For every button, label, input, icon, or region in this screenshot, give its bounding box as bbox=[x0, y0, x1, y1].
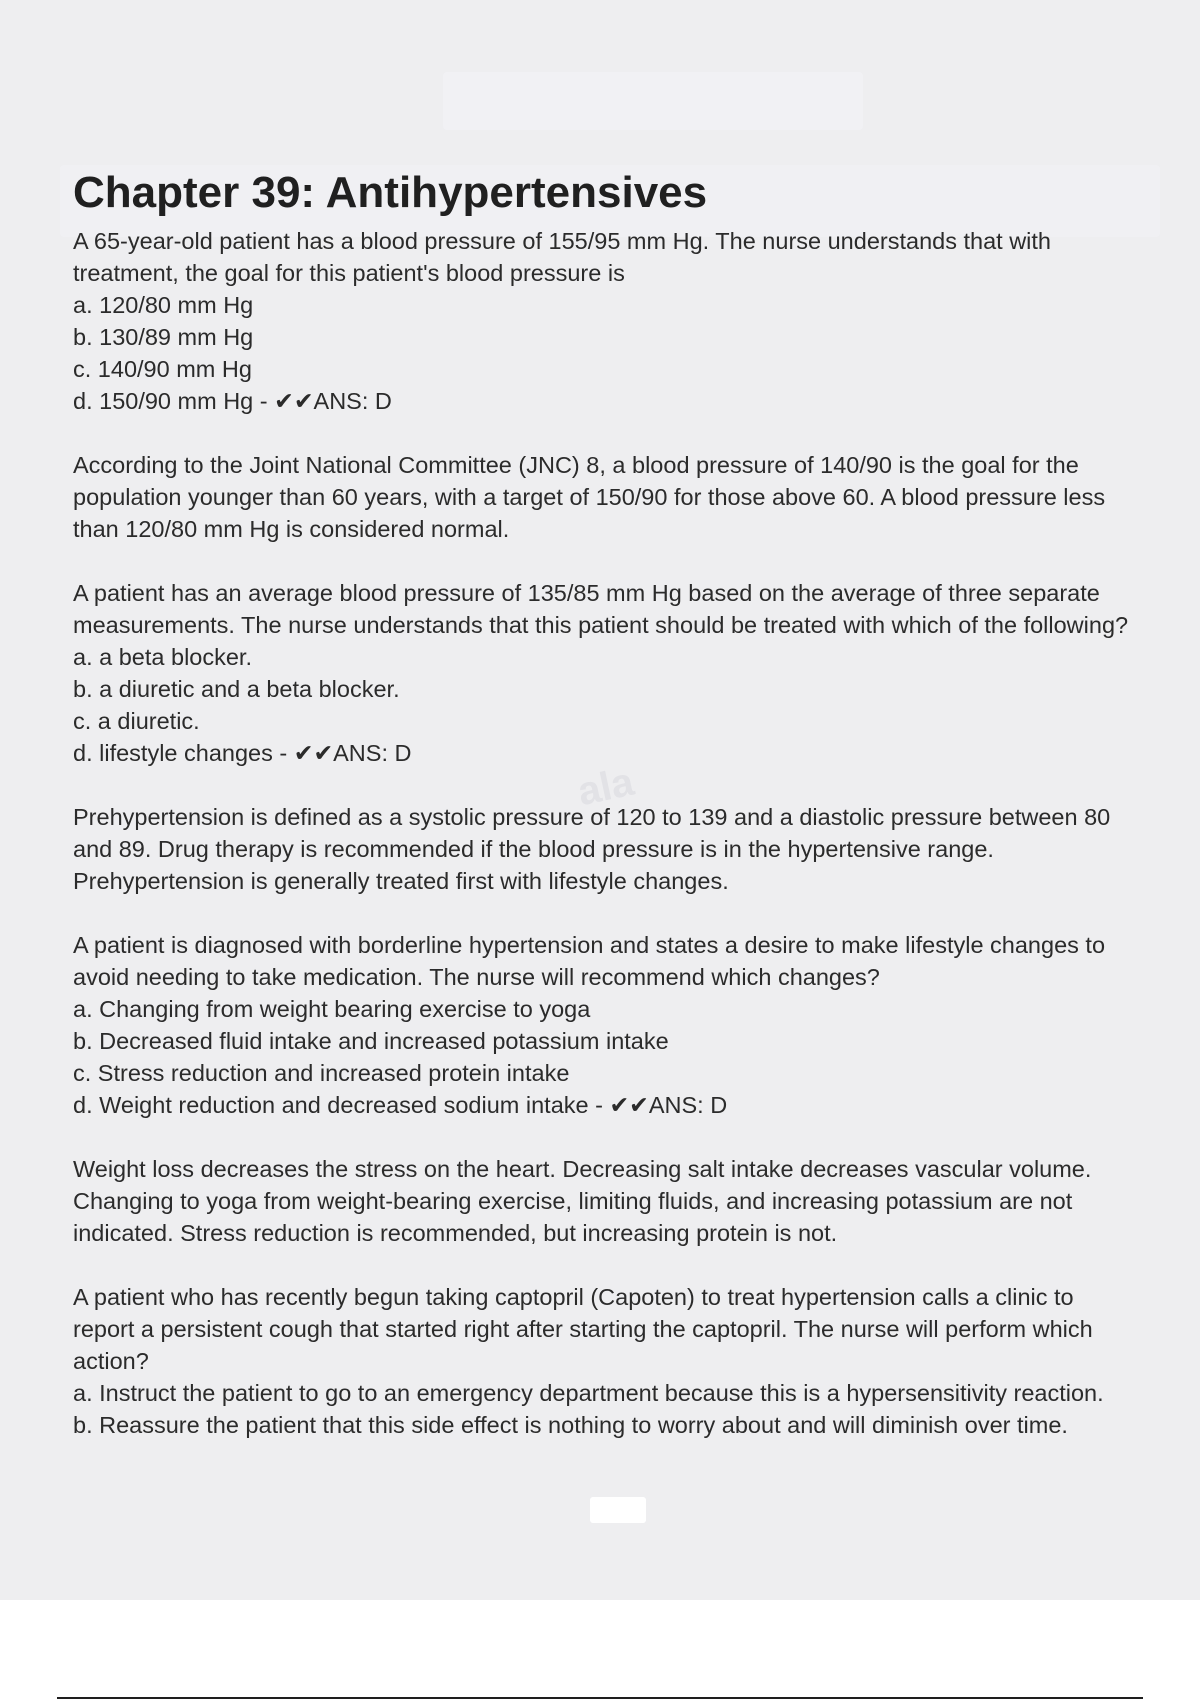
text-line: Changing to yoga from weight-bearing exercise, limiting fluids, and increasing potassium are not bbox=[73, 1188, 1073, 1214]
text-line: Weight loss decreases the stress on the heart. Decreasing salt intake decreases vascular volume. bbox=[73, 1156, 1092, 1182]
answer-line: d. 150/90 mm Hg - ✔✔ANS: D bbox=[73, 388, 392, 414]
option-line: a. a beta blocker. bbox=[73, 644, 252, 670]
text-line: measurements. The nurse understands that this patient should be treated with which of the following? bbox=[73, 612, 1129, 638]
text-line: indicated. Stress reduction is recommended, but increasing protein is not. bbox=[73, 1220, 838, 1246]
text-line: report a persistent cough that started right after starting the captopril. The nurse will perform which bbox=[73, 1316, 1093, 1342]
text-line: than 120/80 mm Hg is considered normal. bbox=[73, 516, 510, 542]
text-line: avoid needing to take medication. The nurse will recommend which changes? bbox=[73, 964, 880, 990]
text-line: A 65-year-old patient has a blood pressure of 155/95 mm Hg. The nurse understands that with bbox=[73, 228, 1052, 254]
document-content bbox=[73, 165, 1173, 1441]
answer-line: d. lifestyle changes - ✔✔ANS: D bbox=[73, 740, 412, 766]
text-line: and 89. Drug therapy is recommended if the blood pressure is in the hypertensive range. bbox=[73, 836, 994, 862]
text-line: population younger than 60 years, with a target of 150/90 for those above 60. A blood pressure less bbox=[73, 484, 1106, 510]
option-line: a. 120/80 mm Hg bbox=[73, 292, 254, 318]
option-line: c. a diuretic. bbox=[73, 708, 200, 734]
block-rationale-3 bbox=[73, 1153, 1173, 1249]
option-line: b. Reassure the patient that this side effect is nothing to worry about and will diminish over time. bbox=[73, 1412, 1068, 1438]
option-line: b. a diuretic and a beta blocker. bbox=[73, 676, 400, 702]
header-placeholder bbox=[443, 72, 863, 130]
text-line: Prehypertension is generally treated first with lifestyle changes. bbox=[73, 868, 729, 894]
answer-line: d. Weight reduction and decreased sodium intake - ✔✔ANS: D bbox=[73, 1092, 728, 1118]
text-line: Prehypertension is defined as a systolic pressure of 120 to 139 and a diastolic pressure between 80 bbox=[73, 804, 1111, 830]
option-line: c. Stress reduction and increased protein intake bbox=[73, 1060, 570, 1086]
option-line: b. 130/89 mm Hg bbox=[73, 324, 254, 350]
block-q4 bbox=[73, 1281, 1173, 1441]
watermark: ala bbox=[573, 759, 638, 815]
page-indicator-placeholder bbox=[590, 1497, 646, 1523]
text-line: A patient who has recently begun taking captopril (Capoten) to treat hypertension calls a clinic to bbox=[73, 1284, 1074, 1310]
block-q1 bbox=[73, 225, 1173, 417]
text-line: A patient is diagnosed with borderline hypertension and states a desire to make lifestyle changes to bbox=[73, 932, 1106, 958]
block-q2 bbox=[73, 577, 1173, 769]
text-line: treatment, the goal for this patient's blood pressure is bbox=[73, 260, 625, 286]
option-line: a. Instruct the patient to go to an emergency department because this is a hypersensitivity reaction. bbox=[73, 1380, 1104, 1406]
text-line: A patient has an average blood pressure of 135/85 mm Hg based on the average of three separate bbox=[73, 580, 1100, 606]
block-rationale-2 bbox=[73, 801, 1173, 897]
option-line: b. Decreased fluid intake and increased potassium intake bbox=[73, 1028, 669, 1054]
text-line: According to the Joint National Committee (JNC) 8, a blood pressure of 140/90 is the goal for the bbox=[73, 452, 1079, 478]
bottom-divider bbox=[57, 1697, 1143, 1699]
option-line: a. Changing from weight bearing exercise to yoga bbox=[73, 996, 591, 1022]
chapter-title: Chapter 39: Antihypertensives bbox=[73, 168, 708, 217]
block-q3 bbox=[73, 929, 1173, 1121]
block-rationale-1 bbox=[73, 449, 1173, 545]
option-line: c. 140/90 mm Hg bbox=[73, 356, 252, 382]
text-line: action? bbox=[73, 1348, 149, 1374]
